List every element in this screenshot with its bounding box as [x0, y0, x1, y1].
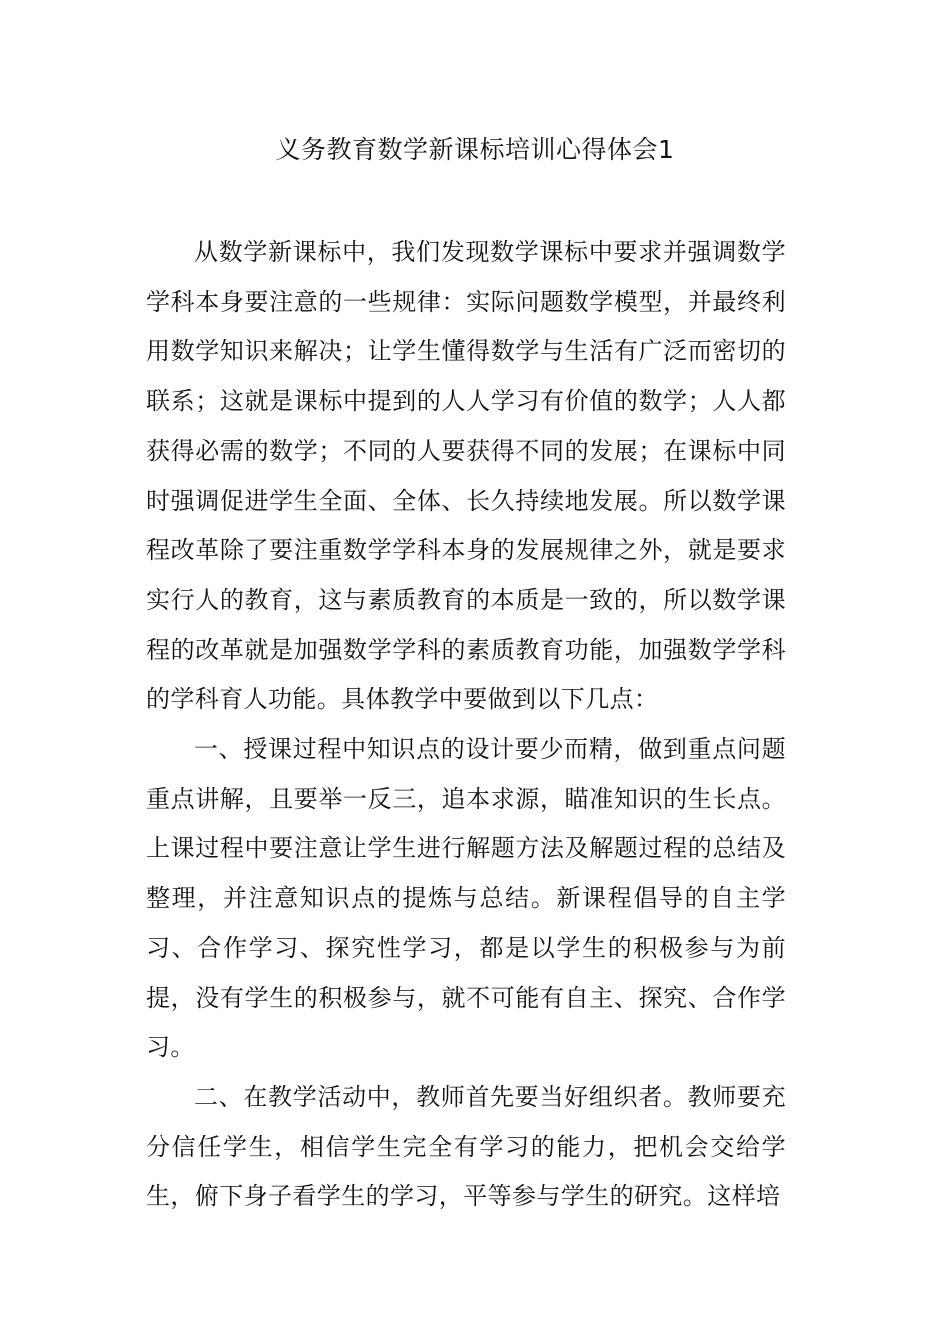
paragraph-1: 从数学新课标中，我们发现数学课标中要求并强调数学学科本身要注意的一些规律：实际问题数学模型，并最终利用数学知识来解决；让学生懂得数学与生活有广泛而密切的联系；这就是课标中提到的人人学习有价值的数学；人人都获得必需的数学；不同的人要获得不同的发展；在课标中同时强调促进学生全面、全体、长久持续地发展。所以数学课程改革除了要注重数学学科本身的发展规律之外，就是要求实行人的教育，这与素质教育的本质是一致的，所以数学课程的改革就是加强数学学科的素质教育功能，加强数学学科的学科育人功能。具体教学中要做到以下几点： [146, 238, 786, 714]
document-title: 义务教育数学新课标培训心得体会1 [275, 135, 675, 164]
paragraph-2: 一、授课过程中知识点的设计要少而精，做到重点问题重点讲解，且要举一反三，追本求源，瞄准知识的生长点。上课过程中要注意让学生进行解题方法及解题过程的总结及整理，并注意知识点的提炼与总结。新课程倡导的自主学习、合作学习、探究性学习，都是以学生的积极参与为前提，没有学生的积极参与，就不可能有自主、探究、合作学习。 [146, 735, 786, 1062]
paragraph-3: 二、在教学活动中，教师首先要当好组织者。教师要充分信任学生，相信学生完全有学习的能力，把机会交给学生，俯下身子看学生的学习，平等参与学生的研究。这样培 [146, 1082, 786, 1211]
document-body [146, 228, 786, 1222]
